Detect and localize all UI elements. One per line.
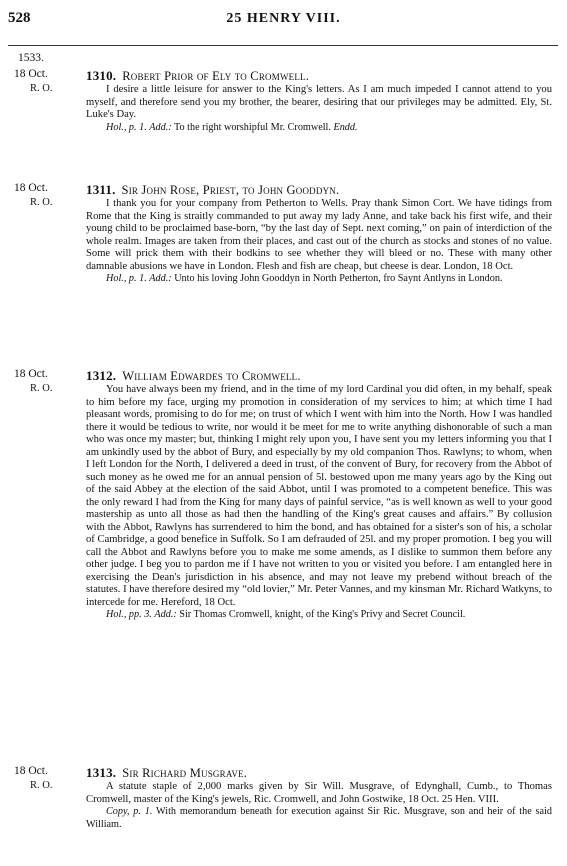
running-title: 25 HENRY VIII.: [226, 11, 341, 26]
entry-source: R. O.: [30, 780, 53, 791]
add-label: Add.:: [154, 609, 177, 620]
add-text: With memorandum beneath for execution against Sir Ric. Musgrave, son and heir of the said William.: [86, 806, 552, 830]
entry-source: R. O.: [30, 197, 53, 208]
entry-description: [86, 806, 552, 831]
year-label: 1533.: [18, 52, 44, 64]
entry-description: [86, 273, 552, 286]
entry-margin: [14, 182, 74, 209]
entry-body: [86, 765, 552, 831]
hol-label: Hol., pp. 3.: [106, 609, 152, 620]
entry-heading: Sir Richard Musgrave.: [122, 766, 248, 780]
entry-source: R. O.: [30, 383, 53, 394]
entry-title: [86, 182, 552, 198]
entry-margin: [14, 68, 74, 95]
entry-description: [86, 609, 552, 622]
entry-source: R. O.: [30, 83, 53, 94]
hol-label: Copy, p. 1.: [106, 806, 153, 817]
entry-title: [86, 368, 552, 384]
entry-date: 18 Oct.: [14, 765, 48, 777]
entry-number: 1312.: [86, 368, 117, 383]
add-text: Sir Thomas Cromwell, knight, of the King's Privy and Secret Council.: [179, 609, 466, 620]
hol-label: Hol., p. 1.: [106, 273, 147, 284]
entry-body: [86, 182, 552, 286]
entry-title: [86, 68, 552, 84]
entry-margin: [14, 765, 74, 792]
entry-date: 18 Oct.: [14, 68, 48, 80]
page-number: 528: [8, 10, 31, 26]
entry-number: 1311.: [86, 182, 116, 197]
entry-body: [86, 368, 552, 622]
entry-title: [86, 765, 552, 781]
entry-text: You have always been my friend, and in the time of my lord Cardinal you did often, in my behalf, speak to him before my face, urging my promotion in consideration of my services to him; at which time I had pleasant words, promising to do for me; on trust of which I went with him into the North. How I was handled there it would be tedious to write, nor would it be meet for me to write anything dishonorable of such a man who was once my master; but, thinking I might rely upon you, I have sent you my letters informing you that I am unkindly used by the abbot of Bury, and especially by my old companion Thos. Rawlyns; to whom, when I left London for the North, I delivered a deed in trust, of the convent of Bury, for recovery from the Abbot of such money as he owed me for an annual pension of 5l. bestowed upon me many years ago by the King out of the said Abbey at the election of the said Abbot, until I was promoted to a competent benefice. This was the only reward I had from the King for many days of painful service, “as is well known as well to your good mastership as unto all those as had then the handling of the King's great causes and affairs.” By collusion with the Abbot, Rawlyns has surrendered to him the bond, and has obtained for a sister's son of his, a scholar of Cambridge, a good benefice in Suffolk. So I am defrauded of 25l. and my proper promotion. I beg you will call the Abbot and Rawlyns before you to make me some amends, as I dislike to summon them before any other judge. I beg you to pardon me if I have not written to you or visited you before. I am entangled here in exercising the Dean's jurisdiction in his absence, and may not leave my prebend without breach of the statutes. I have therefore desired my “old lovier,” Mr. Peter Vannes, and my kinsman Mr. Richard Watkyns, to intercede for me. Hereford, 18 Oct.: [86, 384, 552, 608]
entry-heading: William Edwardes to Cromwell.: [122, 369, 301, 383]
entry-date: 18 Oct.: [14, 368, 48, 380]
page-header: [0, 10, 567, 32]
add-text: Unto his loving John Gooddyn in North Petherton, fro Saynt Antlyns in London.: [174, 273, 503, 284]
entry-description: [86, 122, 552, 135]
entry-body: [86, 68, 552, 134]
hol-label: Hol., p. 1.: [106, 121, 147, 133]
add-label: Add.:: [149, 273, 172, 284]
add-label: Add.:: [149, 121, 172, 133]
entry-text: I thank you for your company from Petherton to Wells. Pray thank Simon Cort. We have tidings from Rome that the King is straitly commanded to put away my lady Anne, and take back his first wife, and their young child to be proclaimed base-born, “by the last day of Sept. next coming,” on pain of interdiction of the whole realm. Images are taken from their places, and cast out of the church as stocks and stones of no value. Some will prick them with their bodkins to see whether they will bleed or no. These with many other damnable abusions we have in London. Flesh and fish are cheap, but cheese is dear. London, 18 Oct.: [86, 198, 552, 272]
entry-margin: [14, 368, 74, 395]
header-rule: [8, 45, 558, 46]
entry-date: 18 Oct.: [14, 182, 48, 194]
endd-label: Endd.: [333, 121, 358, 133]
entry-number: 1310.: [86, 68, 117, 83]
entry-number: 1313.: [86, 765, 117, 780]
entry-text: A statute staple of 2,000 marks given by Sir Will. Musgrave, of Edynghall, Cumb., to Thomas Cromwell, master of the King's jewels, Ric. Cromwell, and John Gostwike, 18 Oct. 25 Hen. VIII.: [86, 781, 552, 805]
add-text: To the right worshipful Mr. Cromwell.: [174, 121, 331, 133]
entry-text: I desire a little leisure for answer to the King's letters. As I am much impeded I cannot attend to you myself, and therefore send you my brother, the bearer, desiring that our privileges may be admitted. Ely, St. Luke's Day.: [86, 84, 552, 120]
entry-heading: Robert Prior of Ely to Cromwell.: [122, 69, 310, 83]
entry-heading: Sir John Rose, Priest, to John Gooddyn.: [121, 183, 340, 197]
